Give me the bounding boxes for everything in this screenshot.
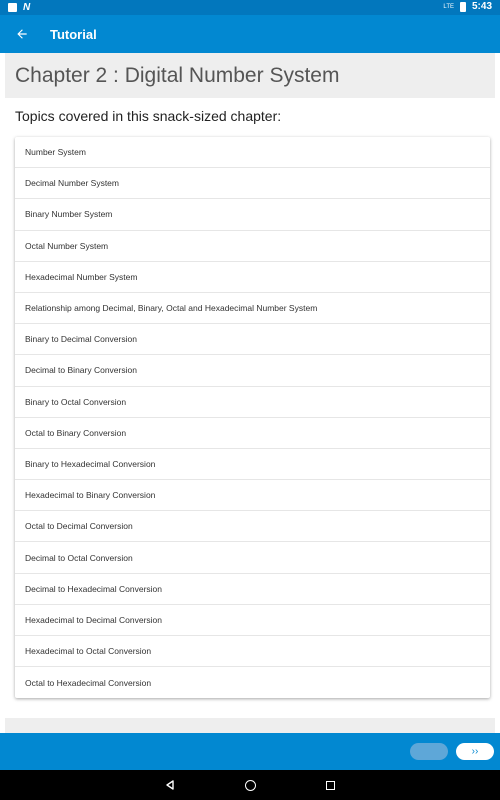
list-item[interactable]: Octal Number System [15,231,490,262]
list-item[interactable]: Binary to Hexadecimal Conversion [15,449,490,480]
next-icon: ›› [471,746,479,757]
next-button[interactable] [456,743,494,760]
list-item[interactable]: Octal to Hexadecimal Conversion [25,677,152,688]
next-section-card[interactable] [5,718,495,733]
list-item[interactable]: Hexadecimal to Decimal Conversion [15,605,490,636]
list-item[interactable]: Decimal to Octal Conversion [15,542,490,573]
list-item[interactable]: Hexadecimal Number System [15,262,490,293]
chapter-header [5,53,495,98]
system-navigation-bar [0,770,500,800]
previous-button[interactable] [410,743,448,760]
recents-icon [326,781,335,790]
list-item[interactable]: Relationship among Decimal, Binary, Octal and Hexadecimal Number System [15,293,490,324]
list-item[interactable]: Decimal to Hexadecimal Conversion [15,574,490,605]
recents-button[interactable] [323,778,337,792]
list-item[interactable]: Binary to Decimal Conversion [15,324,490,355]
topics-intro: Topics covered in this snack-sized chapter: [15,108,282,124]
nav-back-button[interactable] [163,778,177,792]
list-item[interactable]: Number System [15,137,490,168]
image-notification-icon [8,3,17,12]
clock: 5:43 [471,1,492,12]
battery-icon [460,2,466,12]
list-item[interactable]: Hexadecimal to Octal Conversion [15,636,490,667]
bottom-navigation [0,733,500,770]
nav-back-icon [165,780,175,790]
arrow-back-icon [15,27,29,41]
home-icon [245,780,256,791]
app-title: Tutorial [50,26,97,42]
list-item[interactable]: Hexadecimal to Binary Conversion [15,480,490,511]
content-area[interactable] [0,53,500,733]
list-item[interactable]: Octal to Decimal Conversion [15,511,490,542]
list-item[interactable]: Decimal Number System [15,168,490,199]
app-bar [0,15,500,53]
list-item[interactable]: Decimal to Binary Conversion [15,355,490,386]
chapter-title: Chapter 2 : Digital Number System [15,63,340,87]
back-button[interactable] [0,15,44,53]
topics-list [15,137,490,698]
list-item[interactable]: Binary Number System [15,199,490,230]
status-bar [0,0,500,15]
home-button[interactable] [243,778,257,792]
app-notification-icon: N [23,2,31,13]
list-item[interactable]: Binary to Octal Conversion [15,387,490,418]
list-item[interactable]: Octal to Binary Conversion [15,418,490,449]
network-indicator: LTE [443,3,454,10]
